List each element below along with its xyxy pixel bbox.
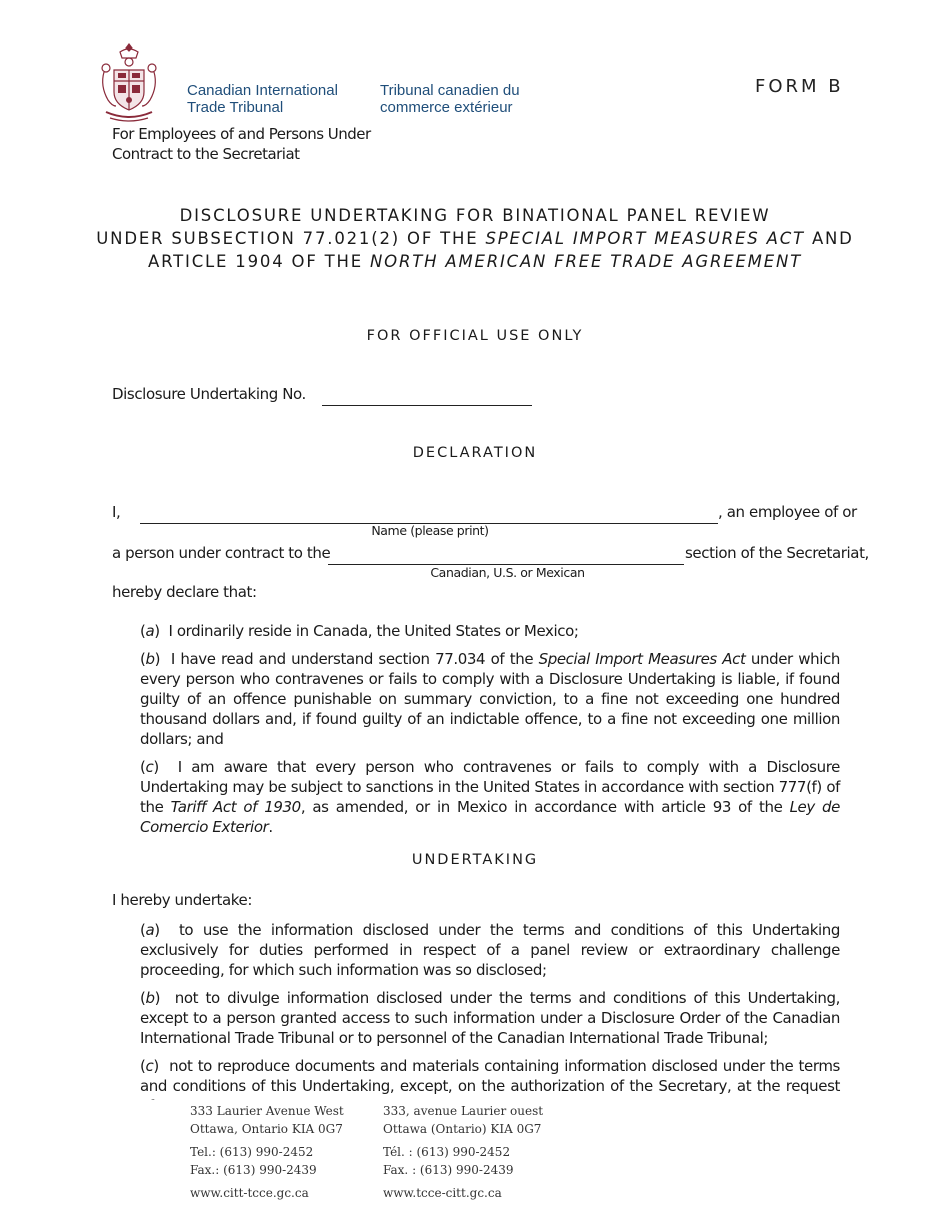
declaration-item-a: (a) I ordinarily reside in Canada, the United States or Mexico; [140, 622, 579, 640]
footer-en-street: 333 Laurier Avenue West [190, 1104, 344, 1118]
declaration-b-act: Special Import Measures Act [538, 650, 746, 668]
for-employees-note [112, 124, 371, 164]
declaration-a-letter: a [145, 622, 155, 640]
undertaking-c-text: not to reproduce documents and materials containing information disclosed under the terms and conditions of this Undertaking, except, on the authorization of the Secretary, at the request [140, 1057, 840, 1095]
title-line3 [60, 250, 890, 273]
title-line2-post: AND [804, 229, 854, 248]
declaration-item-b: (b) I have read and understand section 77.034 of the Special Import Measures Act under which every person who contravenes or fails to comply with a Disclosure Undertaking is liable, if found guilty of an offence punishable on summary conviction, to a fine not exceeding one hundred thousand dollars and, if found guilty of an indictable offence, to a fine not exceeding one million dollars; and [140, 650, 840, 748]
declaration-b-text2: under which every person who contravenes or fails to comply with a Disclosure Undertaking is liable, if found guilty of an offence punishable on summary conviction, to a fine not exceeding one hundred thousand dollars and, if found guilty of an indictable offence, to a fine not exceeding one million dollars; and [140, 650, 840, 748]
declaration-c-text3: . [268, 818, 273, 836]
footer-en-tel: Tel.: (613) 990-2452 [190, 1145, 314, 1159]
undertaking-heading: UNDERTAKING [411, 852, 539, 868]
title-line2-pre: UNDER SUBSECTION 77.021(2) OF THE [96, 229, 486, 248]
footer-en-website[interactable]: www.citt-tcce.gc.ca [190, 1186, 309, 1200]
declaration-c-tariff-act: Tariff Act of 1930 [170, 798, 301, 816]
disclosure-no-label: Disclosure Undertaking No. [112, 385, 306, 403]
official-use-heading: FOR OFFICIAL USE ONLY [366, 328, 584, 344]
tribunal-en-line1: Canadian International [187, 82, 338, 99]
canada-crest-icon [98, 42, 160, 124]
for-employees-line1: For Employees of and Persons Under [112, 125, 371, 143]
footer-fr-website[interactable]: www.tcce-citt.gc.ca [383, 1186, 502, 1200]
declaration-b-text1: I have read and understand section 77.034 of the [170, 650, 539, 668]
undertaking-item-b: (b) not to divulge information disclosed under the terms and conditions of this Undertaking, except to a person granted access to such information under a Disclosure Order of the Canadian International Trade Tribunal or to personnel of the Canadian International Trade Tribunal; [140, 989, 840, 1047]
name-caption: Name (please print) [371, 523, 489, 538]
undertaking-a-letter: a [145, 921, 155, 939]
declaration-c-letter: c [145, 758, 154, 776]
declaration-c-text2: , as amended, or in Mexico in accordance with article 93 of the [300, 798, 790, 816]
tribunal-en-line2: Trade Tribunal [187, 99, 284, 116]
tribunal-fr-line2: commerce extérieur [380, 99, 513, 116]
title-line1: DISCLOSURE UNDERTAKING FOR BINATIONAL PANEL REVIEW [179, 206, 771, 225]
section-of-text: section of the Secretariat, [685, 544, 869, 562]
form-label: FORM B [755, 76, 844, 97]
footer-en-fax: Fax.: (613) 990-2439 [190, 1162, 317, 1177]
declaration-item-c: (c) I am aware that every person who contravenes or fails to comply with a Disclosure Undertaking may be subject to sanctions in the United States in accordance with section 777(f) of the Tariff Act of 1930, as amended, or in Mexico in accordance with article 93 of the Ley de Comercio Exterior. [140, 758, 840, 836]
hereby-declare-text: hereby declare that: [112, 583, 257, 601]
title-line3-agreement: NORTH AMERICAN FREE TRADE AGREEMENT [370, 252, 802, 271]
footer-fr-tel: Tél. : (613) 990-2452 [383, 1145, 511, 1159]
page-title [60, 204, 890, 273]
undertaking-item-a: (a) to use the information disclosed under the terms and conditions of this Undertaking exclusively for duties performed in respect of a panel review or extraordinary challenge proceeding, for which such information was so disclosed; [140, 921, 840, 979]
undertaking-b-text: not to divulge information disclosed under the terms and conditions of this Undertaking, except to a person granted access to such information under a Disclosure Order of the Canadian International Trade Tribunal or to personnel of the Canadian International Trade Tribunal; [140, 989, 840, 1047]
tribunal-fr-line1: Tribunal canadien du [380, 82, 520, 99]
declaration-c-ley: Ley de Comercio Exterior [140, 798, 840, 836]
undertaking-a-text: to use the information disclosed under the terms and conditions of this Undertaking exclusively for duties performed in respect of a panel review or extraordinary challenge proceeding, for which such information was so disclosed; [140, 921, 840, 979]
undertaking-list [140, 920, 840, 1116]
for-employees-line2: Contract to the Secretariat [112, 145, 300, 163]
footer-fr-fax: Fax. : (613) 990-2439 [383, 1162, 514, 1177]
tribunal-name-english [187, 82, 338, 116]
title-line2 [60, 227, 890, 250]
declaration-i-label: I, [112, 503, 121, 521]
person-under-text: a person under contract to the [112, 544, 331, 562]
undertaking-b-letter: b [145, 989, 155, 1007]
undertaking-c-letter: c [145, 1057, 154, 1075]
undertaking-item-c: (c) not to reproduce documents and materials containing information disclosed under the terms and conditions of this Undertaking, except, on the authorization of the Secretary, at the request [140, 1056, 840, 1116]
employee-of-text: , an employee of or [718, 503, 857, 521]
title-line3-pre: ARTICLE 1904 OF THE [148, 252, 371, 271]
title-line2-act: SPECIAL IMPORT MEASURES ACT [485, 229, 805, 248]
footer-fr-city: Ottawa (Ontario) KIA 0G7 [383, 1121, 542, 1136]
undertaking-intro: I hereby undertake: [112, 891, 252, 909]
declaration-list [140, 621, 840, 837]
footer-en-city: Ottawa, Ontario KIA 0G7 [190, 1121, 343, 1136]
disclosure-no-field[interactable] [322, 405, 532, 406]
declaration-c-text1: I am aware that every person who contravenes or fails to comply with a Disclosure Undertaking may be subject to sanctions in the United States in accordance with section 777(f) of the [140, 758, 840, 816]
footer-fr-street: 333, avenue Laurier ouest [383, 1104, 544, 1118]
tribunal-name-french [380, 82, 520, 116]
declaration-a-text: I ordinarily reside in Canada, the United States or Mexico; [168, 622, 579, 640]
declaration-b-letter: b [145, 650, 155, 668]
declaration-heading: DECLARATION [412, 445, 538, 461]
footer-address-english [190, 1103, 344, 1203]
section-caption: Canadian, U.S. or Mexican [430, 565, 585, 580]
footer-address-french [383, 1103, 543, 1203]
